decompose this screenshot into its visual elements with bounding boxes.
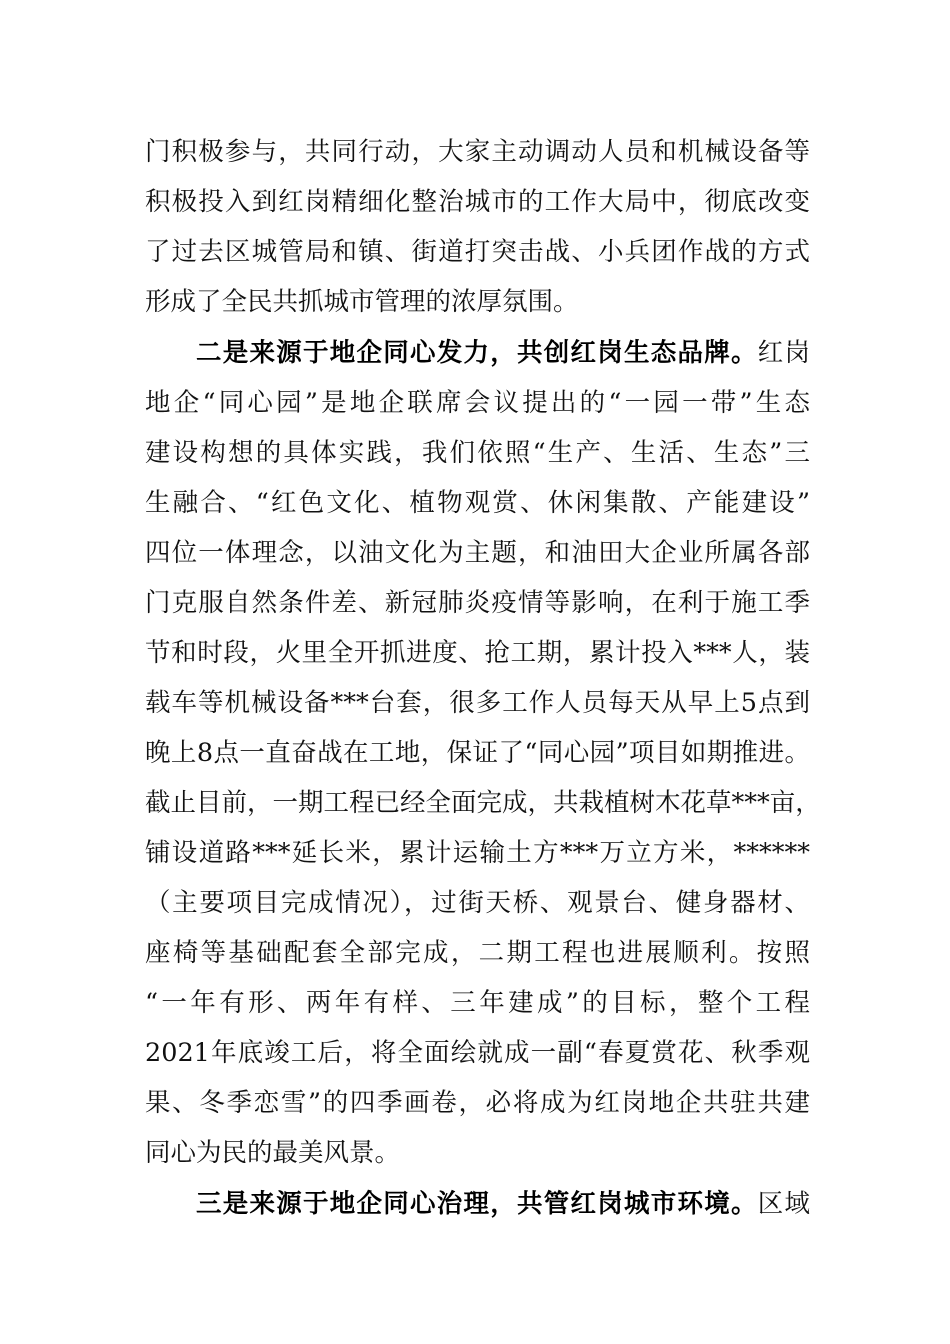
paragraph-2-line-10: 截止目前，一期工程已经全面完成，共栽植树木花草***亩， bbox=[145, 788, 821, 818]
paragraph-2-heading: 二是来源于地企同心发力，共创红岗生态品牌。 bbox=[196, 338, 758, 368]
paragraph-2-line-2: 地企“同心园”是地企联席会议提出的“一园一带”生态 bbox=[145, 388, 810, 418]
paragraph-2-line-4: 生融合、“红色文化、植物观赏、休闲集散、产能建设” bbox=[145, 488, 810, 518]
paragraph-2-line-11: 铺设道路***延长米，累计运输土方***万立方米，****** bbox=[145, 838, 810, 868]
paragraph-2-line-15: 2021年底竣工后，将全面绘就成一副“春夏赏花、秋季观 bbox=[145, 1038, 810, 1068]
paragraph-2-line-3: 建设构想的具体实践，我们依照“生产、生活、生态”三 bbox=[145, 438, 810, 468]
paragraph-1-line-2: 积极投入到红岗精细化整治城市的工作大局中，彻底改变 bbox=[145, 187, 810, 217]
paragraph-3-first-line bbox=[196, 1184, 810, 1224]
paragraph-3-heading: 三是来源于地企同心治理，共管红岗城市环境。 bbox=[196, 1189, 758, 1219]
paragraph-2-line-16: 果、冬季恋雪”的四季画卷，必将成为红岗地企共驻共建 bbox=[145, 1088, 810, 1118]
paragraph-2-line-5: 四位一体理念，以油文化为主题，和油田大企业所属各部 bbox=[145, 538, 810, 568]
paragraph-2-line-9: 晚上8点一直奋战在工地，保证了“同心园”项目如期推进。 bbox=[145, 738, 810, 768]
paragraph-2-line-7: 节和时段，火里全开抓进度、抢工期，累计投入***人，装 bbox=[145, 638, 810, 668]
paragraph-2-line-14: “一年有形、两年有样、三年建成”的目标，整个工程 bbox=[145, 988, 810, 1018]
paragraph-1-line-4: 形成了全民共抓城市管理的浓厚氛围。 bbox=[145, 287, 579, 317]
paragraph-2-line-17: 同心为民的最美风景。 bbox=[145, 1138, 401, 1168]
paragraph-2-line-12: （主要项目完成情况），过街天桥、观景台、健身器材、 bbox=[145, 888, 810, 918]
paragraph-2-line-8: 载车等机械设备***台套，很多工作人员每天从早上5点到 bbox=[145, 688, 810, 718]
paragraph-1-line-3: 了过去区城管局和镇、街道打突击战、小兵团作战的方式 bbox=[145, 237, 810, 267]
paragraph-1-line-1: 门积极参与，共同行动，大家主动调动人员和机械设备等 bbox=[145, 137, 810, 167]
paragraph-2-first-line-rest: 红岗 bbox=[757, 338, 810, 368]
paragraph-2-line-6: 门克服自然条件差、新冠肺炎疫情等影响，在利于施工季 bbox=[145, 588, 810, 618]
paragraph-2-line-13: 座椅等基础配套全部完成，二期工程也进展顺利。按照 bbox=[145, 938, 810, 968]
paragraph-3-first-line-rest: 区域 bbox=[757, 1189, 810, 1219]
paragraph-2-first-line bbox=[196, 333, 810, 373]
